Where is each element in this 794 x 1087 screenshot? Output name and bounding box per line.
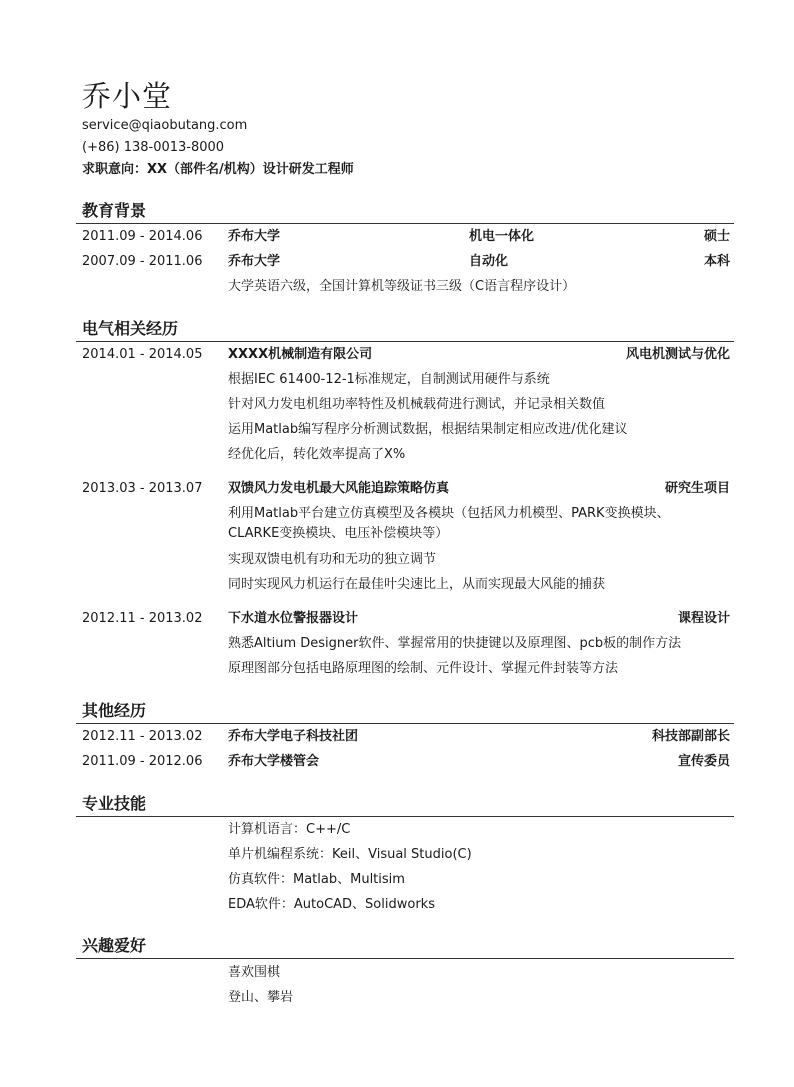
- entry-school: 乔布大学: [228, 254, 281, 269]
- entry-date: 2011.09 - 2012.06: [82, 754, 203, 769]
- entry-organization: 乔布大学楼管会: [228, 754, 320, 769]
- entry-date: 2014.01 - 2014.05: [82, 347, 203, 362]
- section-title: 专业技能: [82, 794, 147, 813]
- experience-header-row: [0, 345, 794, 365]
- hobby-item: 登山、攀岩: [228, 990, 294, 1005]
- section-divider: [76, 341, 734, 342]
- section-divider: [76, 223, 734, 224]
- education-row: [0, 252, 794, 272]
- detail-line: 同时实现风力机运行在最佳叶尖速比上，从而实现最大风能的捕获: [228, 577, 606, 592]
- detail-line: 针对风力发电机组功率特性及机械载荷进行测试，并记录相关数值: [228, 397, 606, 412]
- entry-organization: 乔布大学电子科技社团: [228, 729, 359, 744]
- entry-role: 研究生项目: [664, 481, 730, 496]
- entry-date: 2012.11 - 2013.02: [82, 611, 203, 626]
- hobby-item: 喜欢围棋: [228, 965, 281, 980]
- detail-line: 利用Matlab平台建立仿真模型及各模块（包括风力机模型、PARK变换模块、CLARKE变换模块、电压补偿模块等）: [228, 506, 670, 541]
- entry-date: 2013.03 - 2013.07: [82, 481, 203, 496]
- entry-role: 宣传委员: [677, 754, 730, 769]
- entry-school: 乔布大学: [228, 229, 281, 244]
- detail-line: 原理图部分包括电路原理图的绘制、元件设计、掌握元件封装等方法: [228, 661, 619, 676]
- section-divider: [76, 958, 734, 959]
- detail-line: 熟悉Altium Designer软件、掌握常用的快捷键以及原理图、pcb板的制作方法: [228, 636, 682, 651]
- entry-role: 课程设计: [677, 611, 730, 626]
- section-divider: [76, 816, 734, 817]
- entry-role: 科技部副部长: [651, 729, 730, 744]
- section-title: 兴趣爱好: [82, 936, 147, 955]
- entry-degree: 本科: [703, 254, 730, 269]
- email: service@qiaobutang.com: [82, 118, 248, 133]
- detail-line: 根据IEC 61400-12-1标准规定，自制测试用硬件与系统: [228, 372, 550, 387]
- section-divider: [76, 723, 734, 724]
- education-row: [0, 227, 794, 247]
- education-note: 大学英语六级，全国计算机等级证书三级（C语言程序设计）: [228, 279, 576, 294]
- experience-header-row: [0, 609, 794, 629]
- entry-organization: 双馈风力发电机最大风能追踪策略仿真: [228, 481, 450, 496]
- entry-date: 2012.11 - 2013.02: [82, 729, 203, 744]
- entry-major: 机电一体化: [469, 229, 535, 244]
- section-title: 教育背景: [82, 201, 147, 220]
- detail-line: 运用Matlab编写程序分析测试数据，根据结果制定相应改进/优化建议: [228, 422, 628, 437]
- applicant-name: 乔小堂: [82, 79, 173, 113]
- entry-organization: 下水道水位警报器设计: [228, 611, 359, 626]
- skill-item: 仿真软件：Matlab、Multisim: [228, 872, 405, 887]
- skill-item: EDA软件：AutoCAD、Solidworks: [228, 897, 435, 912]
- experience-header-row: [0, 727, 794, 747]
- entry-date: 2007.09 - 2011.06: [82, 254, 203, 269]
- skill-item: 单片机编程系统：Keil、Visual Studio(C): [228, 847, 472, 862]
- phone: (+86) 138-0013-8000: [82, 140, 225, 155]
- entry-degree: 硕士: [703, 229, 730, 244]
- job-objective: 求职意向：XX（部件名/机构）设计研发工程师: [82, 162, 354, 177]
- detail-line: 实现双馈电机有功和无功的独立调节: [228, 552, 437, 567]
- experience-header-row: [0, 479, 794, 499]
- entry-major: 自动化: [469, 254, 509, 269]
- entry-date: 2011.09 - 2014.06: [82, 229, 203, 244]
- section-title: 电气相关经历: [82, 319, 179, 338]
- section-title: 其他经历: [82, 701, 147, 720]
- entry-role: 风电机测试与优化: [625, 347, 730, 362]
- entry-organization: XXXX机械制造有限公司: [228, 347, 373, 362]
- detail-line: 经优化后，转化效率提高了X%: [228, 447, 406, 462]
- experience-header-row: [0, 752, 794, 772]
- skill-item: 计算机语言：C++/C: [228, 822, 351, 837]
